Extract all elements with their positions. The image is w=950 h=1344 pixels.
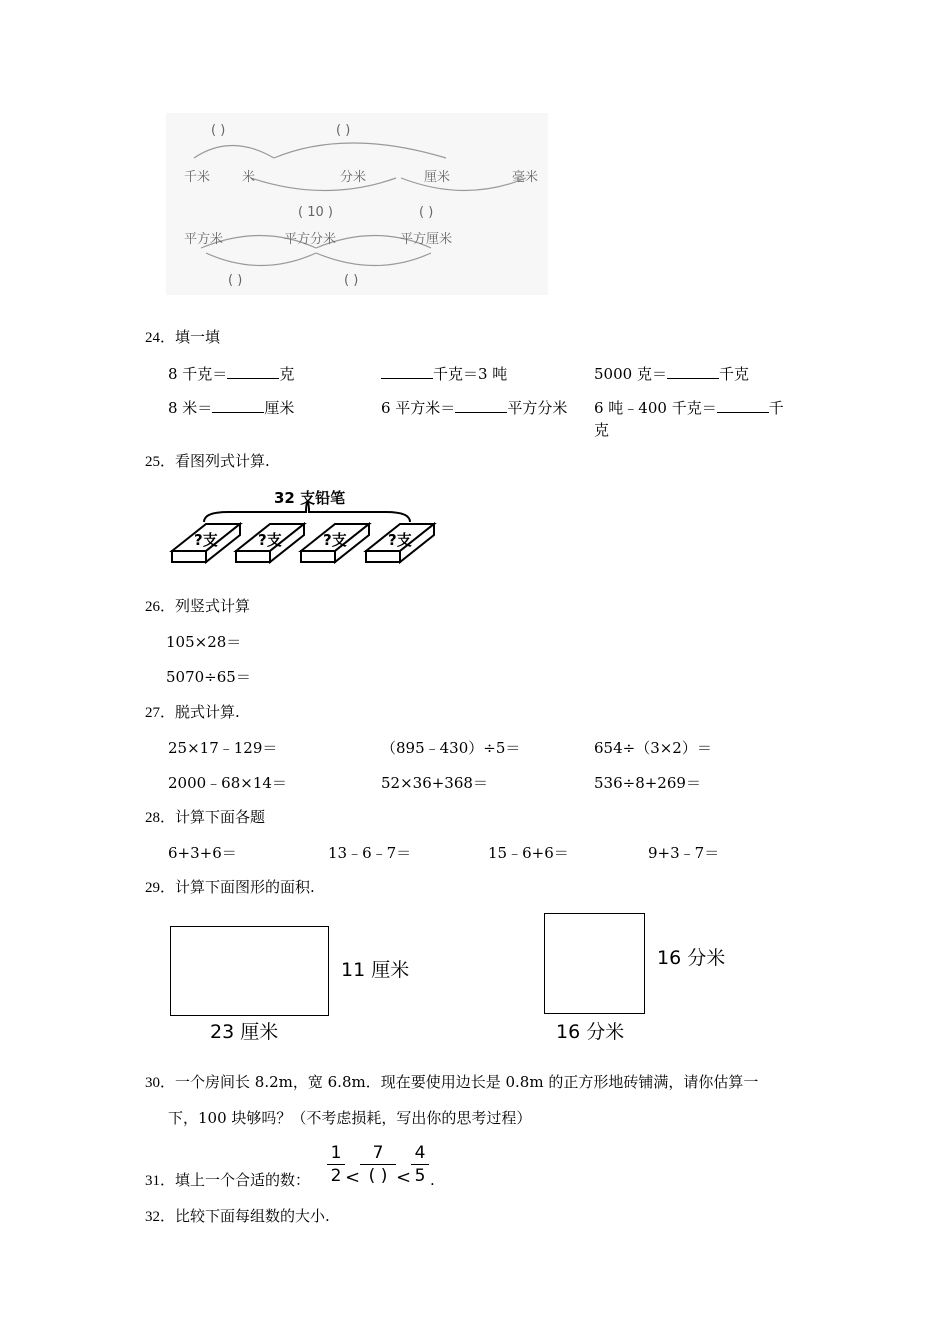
answer-blank[interactable] bbox=[212, 398, 264, 413]
unit-diagram bbox=[166, 113, 548, 295]
unit-sqm: 平方米 bbox=[184, 232, 224, 247]
q28-item-2: 13﹣6﹣7＝ bbox=[328, 844, 412, 862]
q28-heading bbox=[145, 807, 265, 828]
question-text: 一个房间长 8.2m，宽 6.8m．现在要使用边长是 0.8m 的正方形地砖铺满，请你估算一 bbox=[175, 1073, 759, 1091]
q28-item-1: 6+3+6＝ bbox=[168, 844, 237, 862]
question-title: 计算下面各题 bbox=[175, 808, 266, 826]
paren-top-1: ( ) bbox=[211, 123, 226, 138]
q26-item-1: 105×28＝ bbox=[166, 633, 242, 651]
q24-item-6-wrap: 克 bbox=[594, 421, 610, 439]
q30-line-2: 下，100 块够吗？（不考虑损耗，写出你的思考过程） bbox=[168, 1109, 532, 1127]
q31-period: . bbox=[430, 1171, 435, 1189]
q31-heading bbox=[145, 1170, 310, 1191]
unit-sqcm: 平方厘米 bbox=[400, 232, 453, 247]
square-width-label: 16 分米 bbox=[556, 1021, 625, 1043]
q24-item-6 bbox=[594, 398, 784, 418]
item-suffix: 平方分米 bbox=[507, 399, 568, 417]
item-suffix: 千克 bbox=[718, 365, 749, 383]
paren-bottom-1: ( ) bbox=[228, 273, 243, 288]
box-2-label: ?支 bbox=[258, 531, 282, 549]
pencil-boxes-svg bbox=[168, 484, 443, 569]
q24-item-4 bbox=[168, 398, 294, 418]
unit-sqdm: 平方分米 bbox=[284, 232, 337, 247]
question-title: 计算下面图形的面积. bbox=[175, 878, 315, 896]
answer-blank[interactable] bbox=[227, 364, 279, 379]
fraction-bar bbox=[327, 1164, 345, 1165]
unit-dm: 分米 bbox=[340, 170, 367, 185]
item-suffix: 克 bbox=[279, 365, 295, 383]
q24-item-5 bbox=[381, 398, 567, 418]
box-3-label: ?支 bbox=[323, 531, 347, 549]
q27-item-6: 536÷8+269＝ bbox=[594, 774, 701, 792]
unit-diagram-svg bbox=[166, 113, 548, 295]
question-number: 31． bbox=[145, 1173, 176, 1189]
answer-blank[interactable] bbox=[717, 398, 769, 413]
question-title: 填上一个合适的数： bbox=[175, 1171, 311, 1189]
q24-item-1 bbox=[168, 364, 294, 384]
item-suffix: 千克＝3 吨 bbox=[433, 365, 508, 383]
q27-item-1: 25×17﹣129＝ bbox=[168, 739, 278, 757]
total-label: 32 支铅笔 bbox=[274, 489, 346, 507]
answer-blank[interactable] bbox=[455, 398, 507, 413]
answer-blank[interactable] bbox=[667, 364, 719, 379]
unit-m: 米 bbox=[242, 170, 256, 185]
box-4-label: ?支 bbox=[388, 531, 412, 549]
paren-mid-2: ( ) bbox=[419, 205, 434, 220]
denominator: 5 bbox=[414, 1166, 426, 1186]
pencil-boxes-figure bbox=[168, 484, 443, 569]
question-title: 脱式计算. bbox=[175, 703, 240, 721]
q27-item-4: 2000﹣68×14＝ bbox=[168, 774, 287, 792]
question-title: 填一填 bbox=[175, 328, 221, 346]
fraction-seven-over-blank bbox=[360, 1143, 396, 1186]
question-title: 列竖式计算 bbox=[175, 597, 251, 615]
question-number: 28． bbox=[145, 810, 176, 826]
fraction-bar bbox=[360, 1164, 396, 1165]
unit-mm: 毫米 bbox=[512, 170, 539, 185]
paren-top-2: ( ) bbox=[336, 123, 351, 138]
question-number: 32． bbox=[145, 1209, 176, 1225]
q28-item-4: 9+3﹣7＝ bbox=[648, 844, 720, 862]
less-than-1: < bbox=[345, 1167, 361, 1188]
fraction-four-fifths bbox=[411, 1143, 429, 1186]
denominator-blank[interactable]: ( ) bbox=[368, 1166, 388, 1186]
question-title: 比较下面每组数的大小. bbox=[175, 1207, 330, 1225]
question-title: 看图列式计算. bbox=[175, 452, 270, 470]
numerator: 1 bbox=[330, 1143, 342, 1163]
item-prefix: 8 米＝ bbox=[168, 399, 213, 417]
question-number: 26． bbox=[145, 599, 176, 615]
box-1-label: ?支 bbox=[194, 531, 218, 549]
rectangle-height-label: 11 厘米 bbox=[341, 959, 410, 981]
paren-bottom-2: ( ) bbox=[344, 273, 359, 288]
unit-km: 千米 bbox=[184, 170, 211, 185]
fraction-one-half bbox=[327, 1143, 345, 1186]
q29-heading bbox=[145, 877, 315, 898]
item-suffix: 厘米 bbox=[264, 399, 295, 417]
q26-heading bbox=[145, 596, 250, 617]
unit-cm: 厘米 bbox=[424, 170, 451, 185]
question-number: 30． bbox=[145, 1075, 176, 1091]
item-suffix: 千 bbox=[768, 399, 784, 417]
q26-item-2: 5070÷65＝ bbox=[166, 668, 251, 686]
q25-heading bbox=[145, 451, 270, 472]
q27-item-3: 654÷（3×2）＝ bbox=[594, 739, 712, 757]
item-prefix: 8 千克＝ bbox=[168, 365, 228, 383]
numerator: 4 bbox=[414, 1143, 426, 1163]
q28-item-3: 15﹣6+6＝ bbox=[488, 844, 569, 862]
square-figure bbox=[544, 913, 645, 1014]
question-number: 27． bbox=[145, 705, 176, 721]
less-than-2: < bbox=[396, 1167, 412, 1188]
question-number: 25． bbox=[145, 454, 176, 470]
fraction-bar bbox=[411, 1164, 429, 1165]
question-number: 29． bbox=[145, 880, 176, 896]
q27-item-2: （895﹣430）÷5＝ bbox=[381, 739, 521, 757]
square-height-label: 16 分米 bbox=[657, 947, 726, 969]
q32-heading bbox=[145, 1206, 330, 1227]
q24-item-3 bbox=[594, 364, 749, 384]
rectangle-width-label: 23 厘米 bbox=[210, 1021, 279, 1043]
q27-item-5: 52×36+368＝ bbox=[381, 774, 488, 792]
q27-heading bbox=[145, 702, 240, 723]
q24-heading bbox=[145, 327, 220, 348]
q24-item-2 bbox=[381, 364, 507, 384]
item-prefix: 6 吨﹣400 千克＝ bbox=[594, 399, 717, 417]
question-number: 24． bbox=[145, 330, 176, 346]
paren-mid-1: ( 10 ) bbox=[298, 205, 333, 220]
item-prefix: 5000 克＝ bbox=[594, 365, 667, 383]
answer-blank[interactable] bbox=[381, 364, 433, 379]
rectangle-figure bbox=[170, 926, 329, 1016]
item-prefix: 6 平方米＝ bbox=[381, 399, 456, 417]
numerator: 7 bbox=[372, 1143, 384, 1163]
q30-line-1 bbox=[145, 1072, 758, 1093]
denominator: 2 bbox=[330, 1166, 342, 1186]
